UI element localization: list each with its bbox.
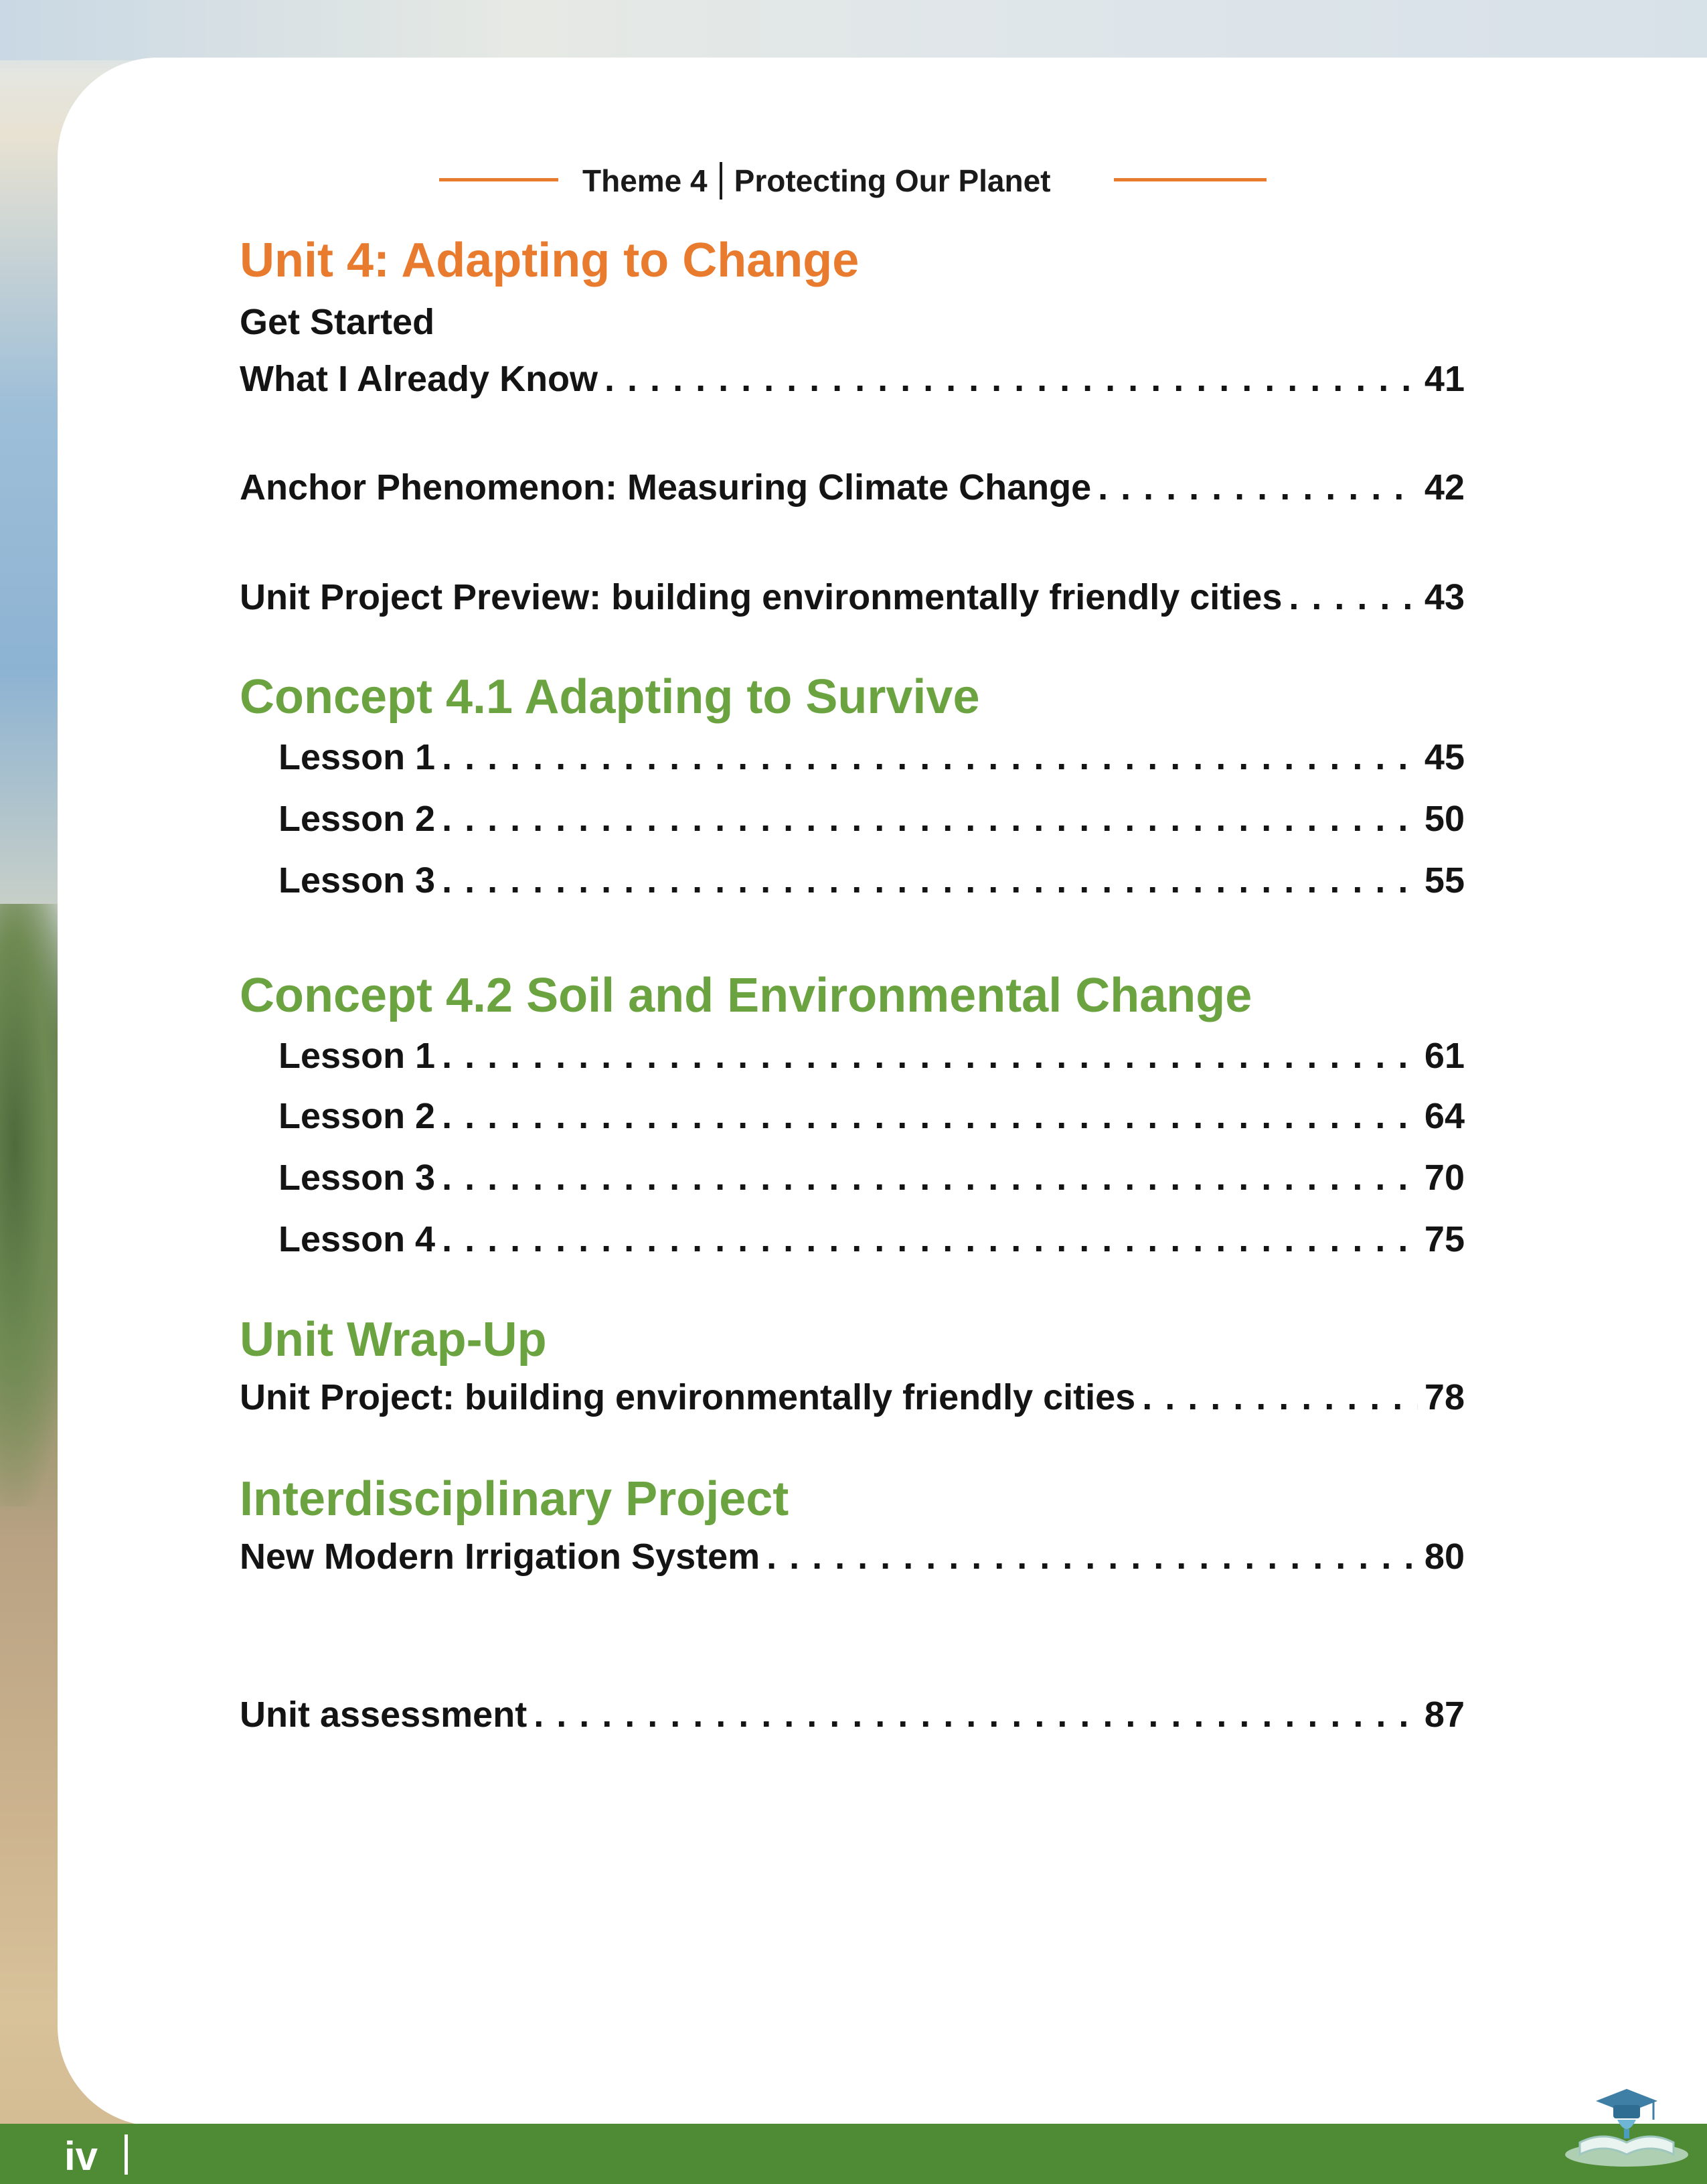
toc-entry[interactable] (240, 1377, 1465, 1430)
toc-entry-label: Anchor Phenomenon: Measuring Climate Change (240, 467, 1092, 508)
toc-page-number: 78 (1424, 1377, 1465, 1417)
theme-header (0, 154, 1707, 208)
header-rule-left (439, 178, 558, 181)
lesson-page-number: 50 (1424, 799, 1465, 839)
leader-dots (1289, 576, 1418, 618)
toc-entry-label: New Modern Irrigation System (240, 1537, 760, 1577)
lesson-page-number: 55 (1424, 860, 1465, 901)
toc-entry-label: Unit Project: building environmentally friendly cities (240, 1377, 1136, 1417)
toc-entry-label: What I Already Know (240, 359, 598, 399)
lesson-page-number: 75 (1424, 1219, 1465, 1259)
header-separator (720, 162, 722, 200)
footer-bar (0, 2124, 1707, 2184)
toc-entry[interactable] (240, 1536, 1465, 1589)
header-rule-right (1114, 178, 1267, 181)
toc-page-number: 87 (1424, 1695, 1465, 1735)
toc-entry[interactable] (240, 576, 1465, 630)
lesson-entry[interactable] (278, 1219, 1465, 1272)
leader-dots (442, 1219, 1418, 1260)
header-text (582, 154, 1091, 208)
leader-dots (442, 1095, 1418, 1137)
lesson-entry[interactable] (278, 798, 1465, 852)
lesson-entry[interactable] (278, 1095, 1465, 1149)
toc-page-number: 42 (1424, 467, 1465, 508)
leader-dots (766, 1536, 1418, 1577)
lesson-label: Lesson 1 (278, 737, 436, 777)
lesson-entry[interactable] (278, 736, 1465, 790)
leader-dots (1098, 467, 1418, 508)
lesson-page-number: 45 (1424, 737, 1465, 777)
toc-page-number: 80 (1424, 1537, 1465, 1577)
leader-dots (534, 1694, 1418, 1735)
lesson-label: Lesson 1 (278, 1036, 436, 1076)
lesson-page-number: 61 (1424, 1036, 1465, 1076)
lesson-entry[interactable] (278, 860, 1465, 913)
toc-page-number: 43 (1424, 577, 1465, 617)
toc-page-number: 41 (1424, 359, 1465, 399)
lesson-page-number: 64 (1424, 1096, 1465, 1136)
unit-wrap-up-title: Unit Wrap-Up (240, 1313, 547, 1367)
leader-dots (442, 1157, 1418, 1198)
footer-separator (125, 2134, 128, 2175)
page-number: iv (64, 2134, 98, 2179)
toc-entry-label: Unit assessment (240, 1695, 527, 1735)
lesson-label: Lesson 2 (278, 1096, 436, 1136)
get-started-heading: Get Started (240, 302, 435, 342)
toc-entry[interactable] (240, 358, 1465, 412)
concept-4-1-title: Concept 4.1 Adapting to Survive (240, 670, 980, 724)
leader-dots (442, 798, 1418, 840)
interdisciplinary-title: Interdisciplinary Project (240, 1472, 789, 1526)
graduation-cap-book-icon (1560, 2076, 1694, 2176)
concept-4-2-title: Concept 4.2 Soil and Environmental Change (240, 969, 1252, 1022)
unit-title: Unit 4: Adapting to Change (240, 234, 860, 287)
leader-dots (604, 358, 1418, 400)
leader-dots (1142, 1377, 1418, 1418)
lesson-page-number: 70 (1424, 1158, 1465, 1198)
theme-label: Theme 4 (582, 163, 708, 198)
lesson-label: Lesson 3 (278, 1158, 436, 1198)
leader-dots (442, 860, 1418, 901)
leader-dots (442, 1035, 1418, 1077)
background-sky (0, 0, 1707, 60)
lesson-label: Lesson 4 (278, 1219, 436, 1259)
lesson-entry[interactable] (278, 1157, 1465, 1211)
lesson-label: Lesson 3 (278, 860, 436, 901)
leader-dots (442, 736, 1418, 778)
theme-title: Protecting Our Planet (734, 163, 1051, 198)
lesson-label: Lesson 2 (278, 799, 436, 839)
lesson-entry[interactable] (278, 1035, 1465, 1089)
toc-entry-label: Unit Project Preview: building environmentally friendly cities (240, 577, 1283, 617)
toc-entry[interactable] (240, 467, 1465, 520)
toc-entry[interactable] (240, 1694, 1465, 1747)
